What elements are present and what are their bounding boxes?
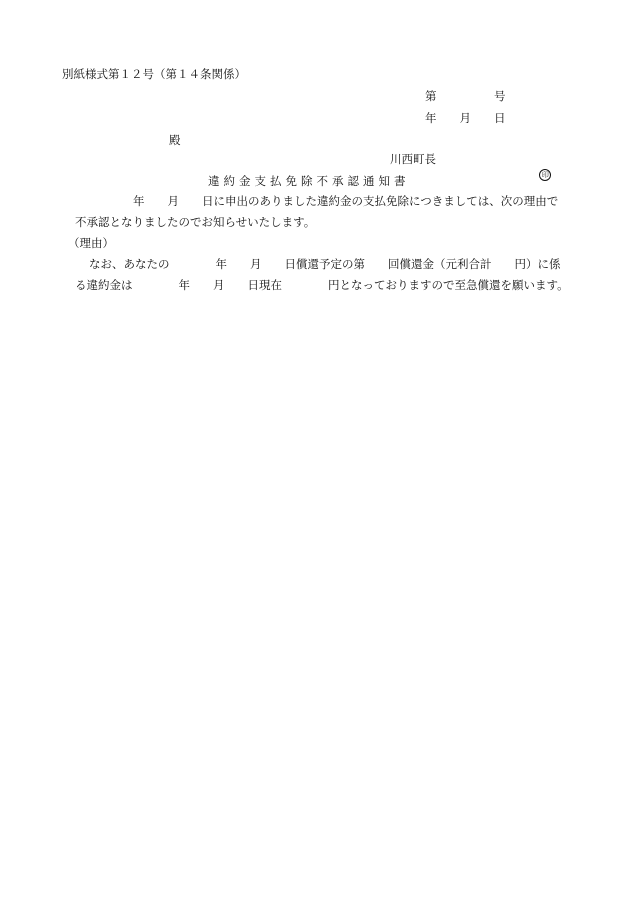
document-number-line: 第 号 <box>425 89 506 103</box>
body-line-4: る違約金は 年 月 日現在 円となっておりますので至急償還を願います。 <box>75 278 569 292</box>
document-title: 違約金支払免除不承認通知書 <box>208 174 410 188</box>
issuer-seal <box>532 152 551 181</box>
issuer-name: 川西町長 <box>390 152 436 166</box>
body-line-1: 年 月 日に申出のありました違約金の支払免除につきましては、次の理由で <box>133 194 559 208</box>
document-date-line: 年 月 日 <box>425 111 506 125</box>
body-line-3: なお、あなたの 年 月 日償還予定の第 回償還金（元利合計 円）に係 <box>89 257 561 271</box>
reason-heading: （理由） <box>68 236 114 250</box>
addressee-honorific: 殿 <box>169 133 181 147</box>
body-line-2: 不承認となりましたのでお知らせいたします。 <box>75 215 316 229</box>
form-label: 別紙様式第１２号（第１４条関係） <box>62 67 246 81</box>
seal-icon: 印 <box>539 169 551 181</box>
